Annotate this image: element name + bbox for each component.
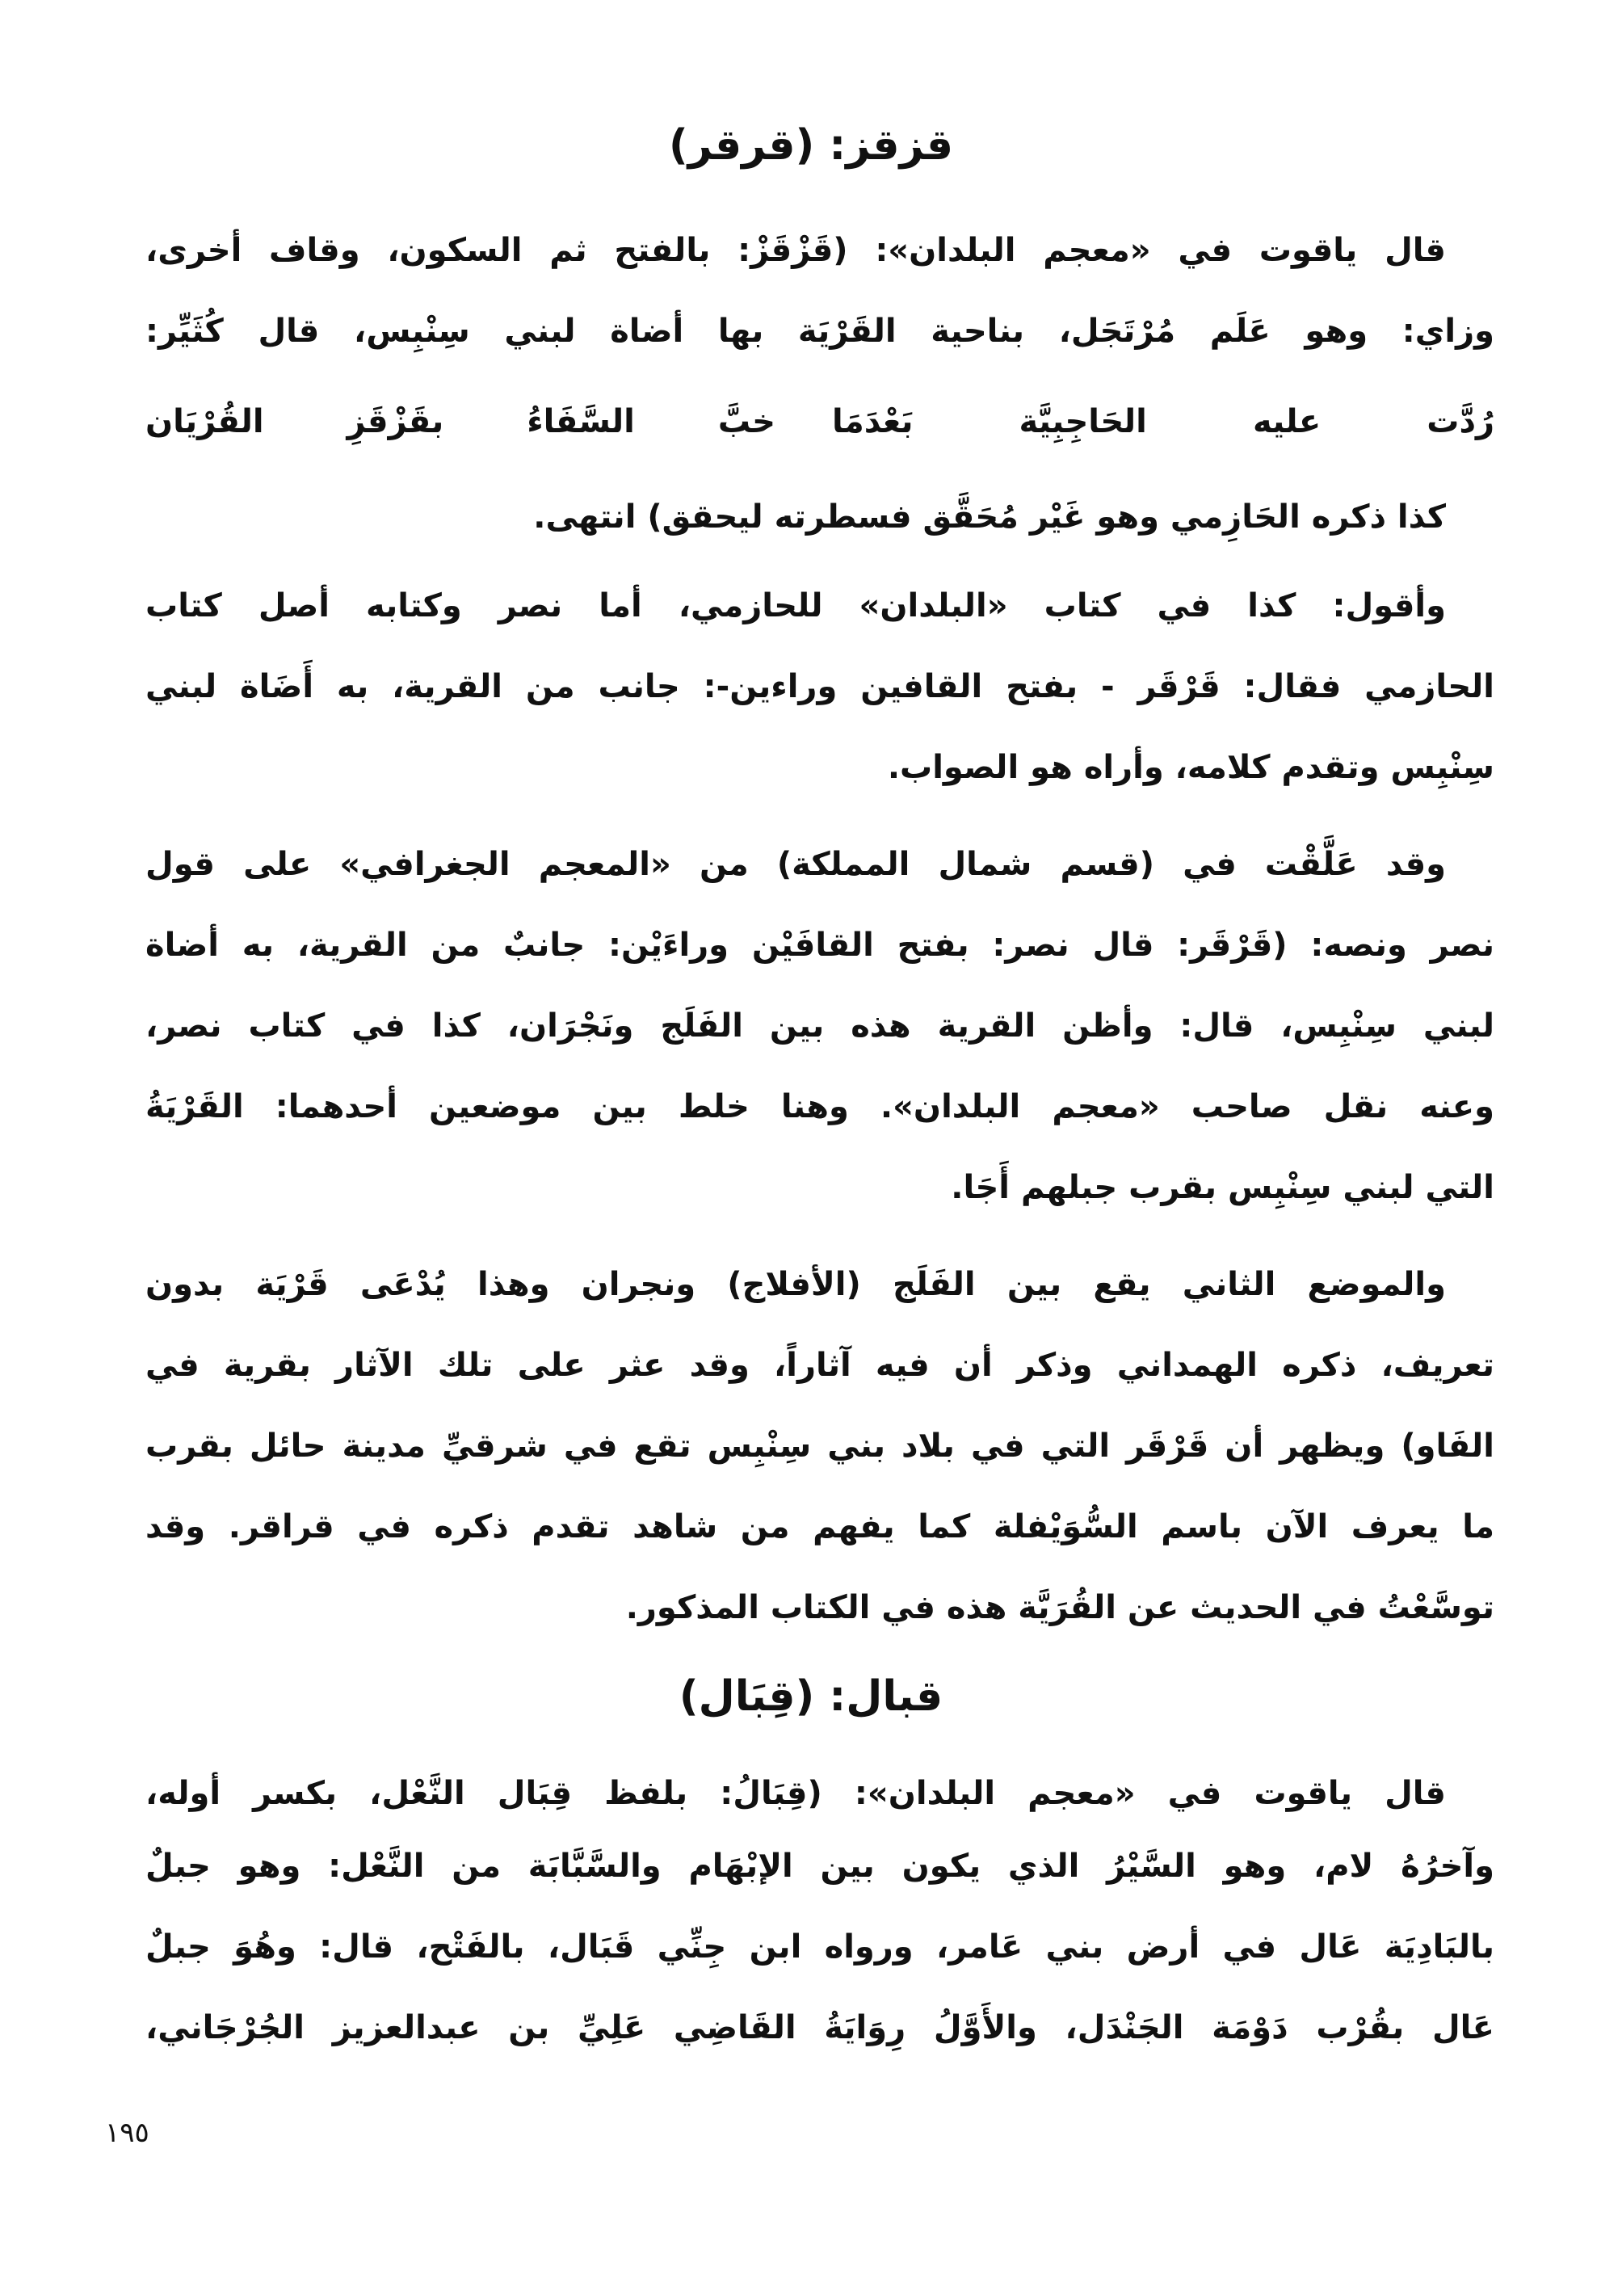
text-line: ما يعرف الآن باسم السُّوَيْفلة كما يفهم من شاهد تقدم ذكره في قراقر. وقد xyxy=(145,1508,1494,1545)
text-line: نصر ونصه: (قَرْقَر: قال نصر: بفتح القافَيْن وراءَيْن: جانبٌ من القرية، به أضاة xyxy=(145,927,1494,964)
text-line: لبني سِنْبِس، قال: وأظن القرية هذه بين الفَلَج ونَجْرَان، كذا في كتاب نصر، xyxy=(145,1007,1494,1045)
text-line: توسَّعْتُ في الحديث عن القُرَيَّة هذه في الكتاب المذكور. xyxy=(625,1589,1494,1626)
section-title-qibal: قبال: (قِبَال) xyxy=(679,1672,943,1721)
text-line: التي لبني سِنْبِس بقرب جبلهم أَجَا. xyxy=(951,1169,1494,1206)
page-number: ١٩٥ xyxy=(105,2117,149,2149)
text-line: قال ياقوت في «معجم البلدان»: (قَزْقَزْ: بالفتح ثم السكون، وقاف أخرى، xyxy=(145,232,1446,269)
paragraph-start-line: قال ياقوت في «معجم البلدان»: (قِبَالُ: بلفظ قِبَال النَّعْل، بكسر أوله، xyxy=(145,1775,1446,1812)
section-title-qazqaz: قزقز: (قرقر) xyxy=(668,121,953,170)
text-line: الفَاو) ويظهر أن قَرْقَر التي في بلاد بني سِنْبِس تقع في شرقيِّ مدينة حائل بقرب xyxy=(145,1428,1494,1465)
text-line: وزاي: وهو عَلَم مُرْتَجَل، بناحية القَرْيَة بها أضاة لبني سِنْبِس، قال كُثَيِّر: xyxy=(145,313,1494,350)
text-line: سِنْبِس وتقدم كلامه، وأراه هو الصواب. xyxy=(887,749,1494,786)
text-line: تعريف، ذكره الهمداني وذكر أن فيه آثاراً، وقد عثر على تلك الآثار بقرية في xyxy=(145,1347,1494,1384)
text-line: وآخرُهُ لام، وهو السَّيْرُ الذي يكون بين الإبْهَام والسَّبَّابَة من النَّعْل: وهو جبلٌ xyxy=(145,1848,1494,1885)
paragraph-start-line: والموضع الثاني يقع بين الفَلَج (الأفلاج) ونجران وهذا يُدْعَى قَرْيَة بدون xyxy=(145,1266,1446,1303)
text-line: وعنه نقل صاحب «معجم البلدان». وهنا خلط بين موضعين أحدهما: القَرْيَةُ xyxy=(145,1088,1494,1125)
text-line: كذا ذكره الحَازِمي وهو غَيْر مُحَقَّق فسطرته ليحقق) انتهى. xyxy=(533,498,1446,536)
text-line: الحازمي فقال: قَرْقَر - بفتح القافين وراءين-: جانب من القرية، به أَضَاة لبني xyxy=(145,668,1494,705)
text-line: بالبَادِيَة عَال في أرض بني عَامر، ورواه ابن جِنِّي قَبَال، بالفَتْح، قال: وهُوَ جبلٌ xyxy=(145,1928,1494,1966)
verse-first-hemistich: رُدَّت عليه الحَاجِبِيَّة بَعْدَمَا xyxy=(832,403,1494,440)
paragraph-start-line: وقد عَلَّقْت في (قسم شمال المملكة) من «المعجم الجغرافي» على قول xyxy=(145,846,1446,883)
text-line: عَال بقُرْب دَوْمَة الجَنْدَل، والأَوَّلُ رِوَايَةُ القَاضِي عَلِيِّ بن عبدالعزيز الجُرْجَاني، xyxy=(145,2009,1494,2046)
verse-second-hemistich: خبَّ السَّفَاءُ بقَزْقَزِ القُرْيَان xyxy=(145,403,775,440)
paragraph-start-line: وأقول: كذا في كتاب «البلدان» للحازمي، أما نصر وكتابه أصل كتاب xyxy=(145,587,1446,624)
